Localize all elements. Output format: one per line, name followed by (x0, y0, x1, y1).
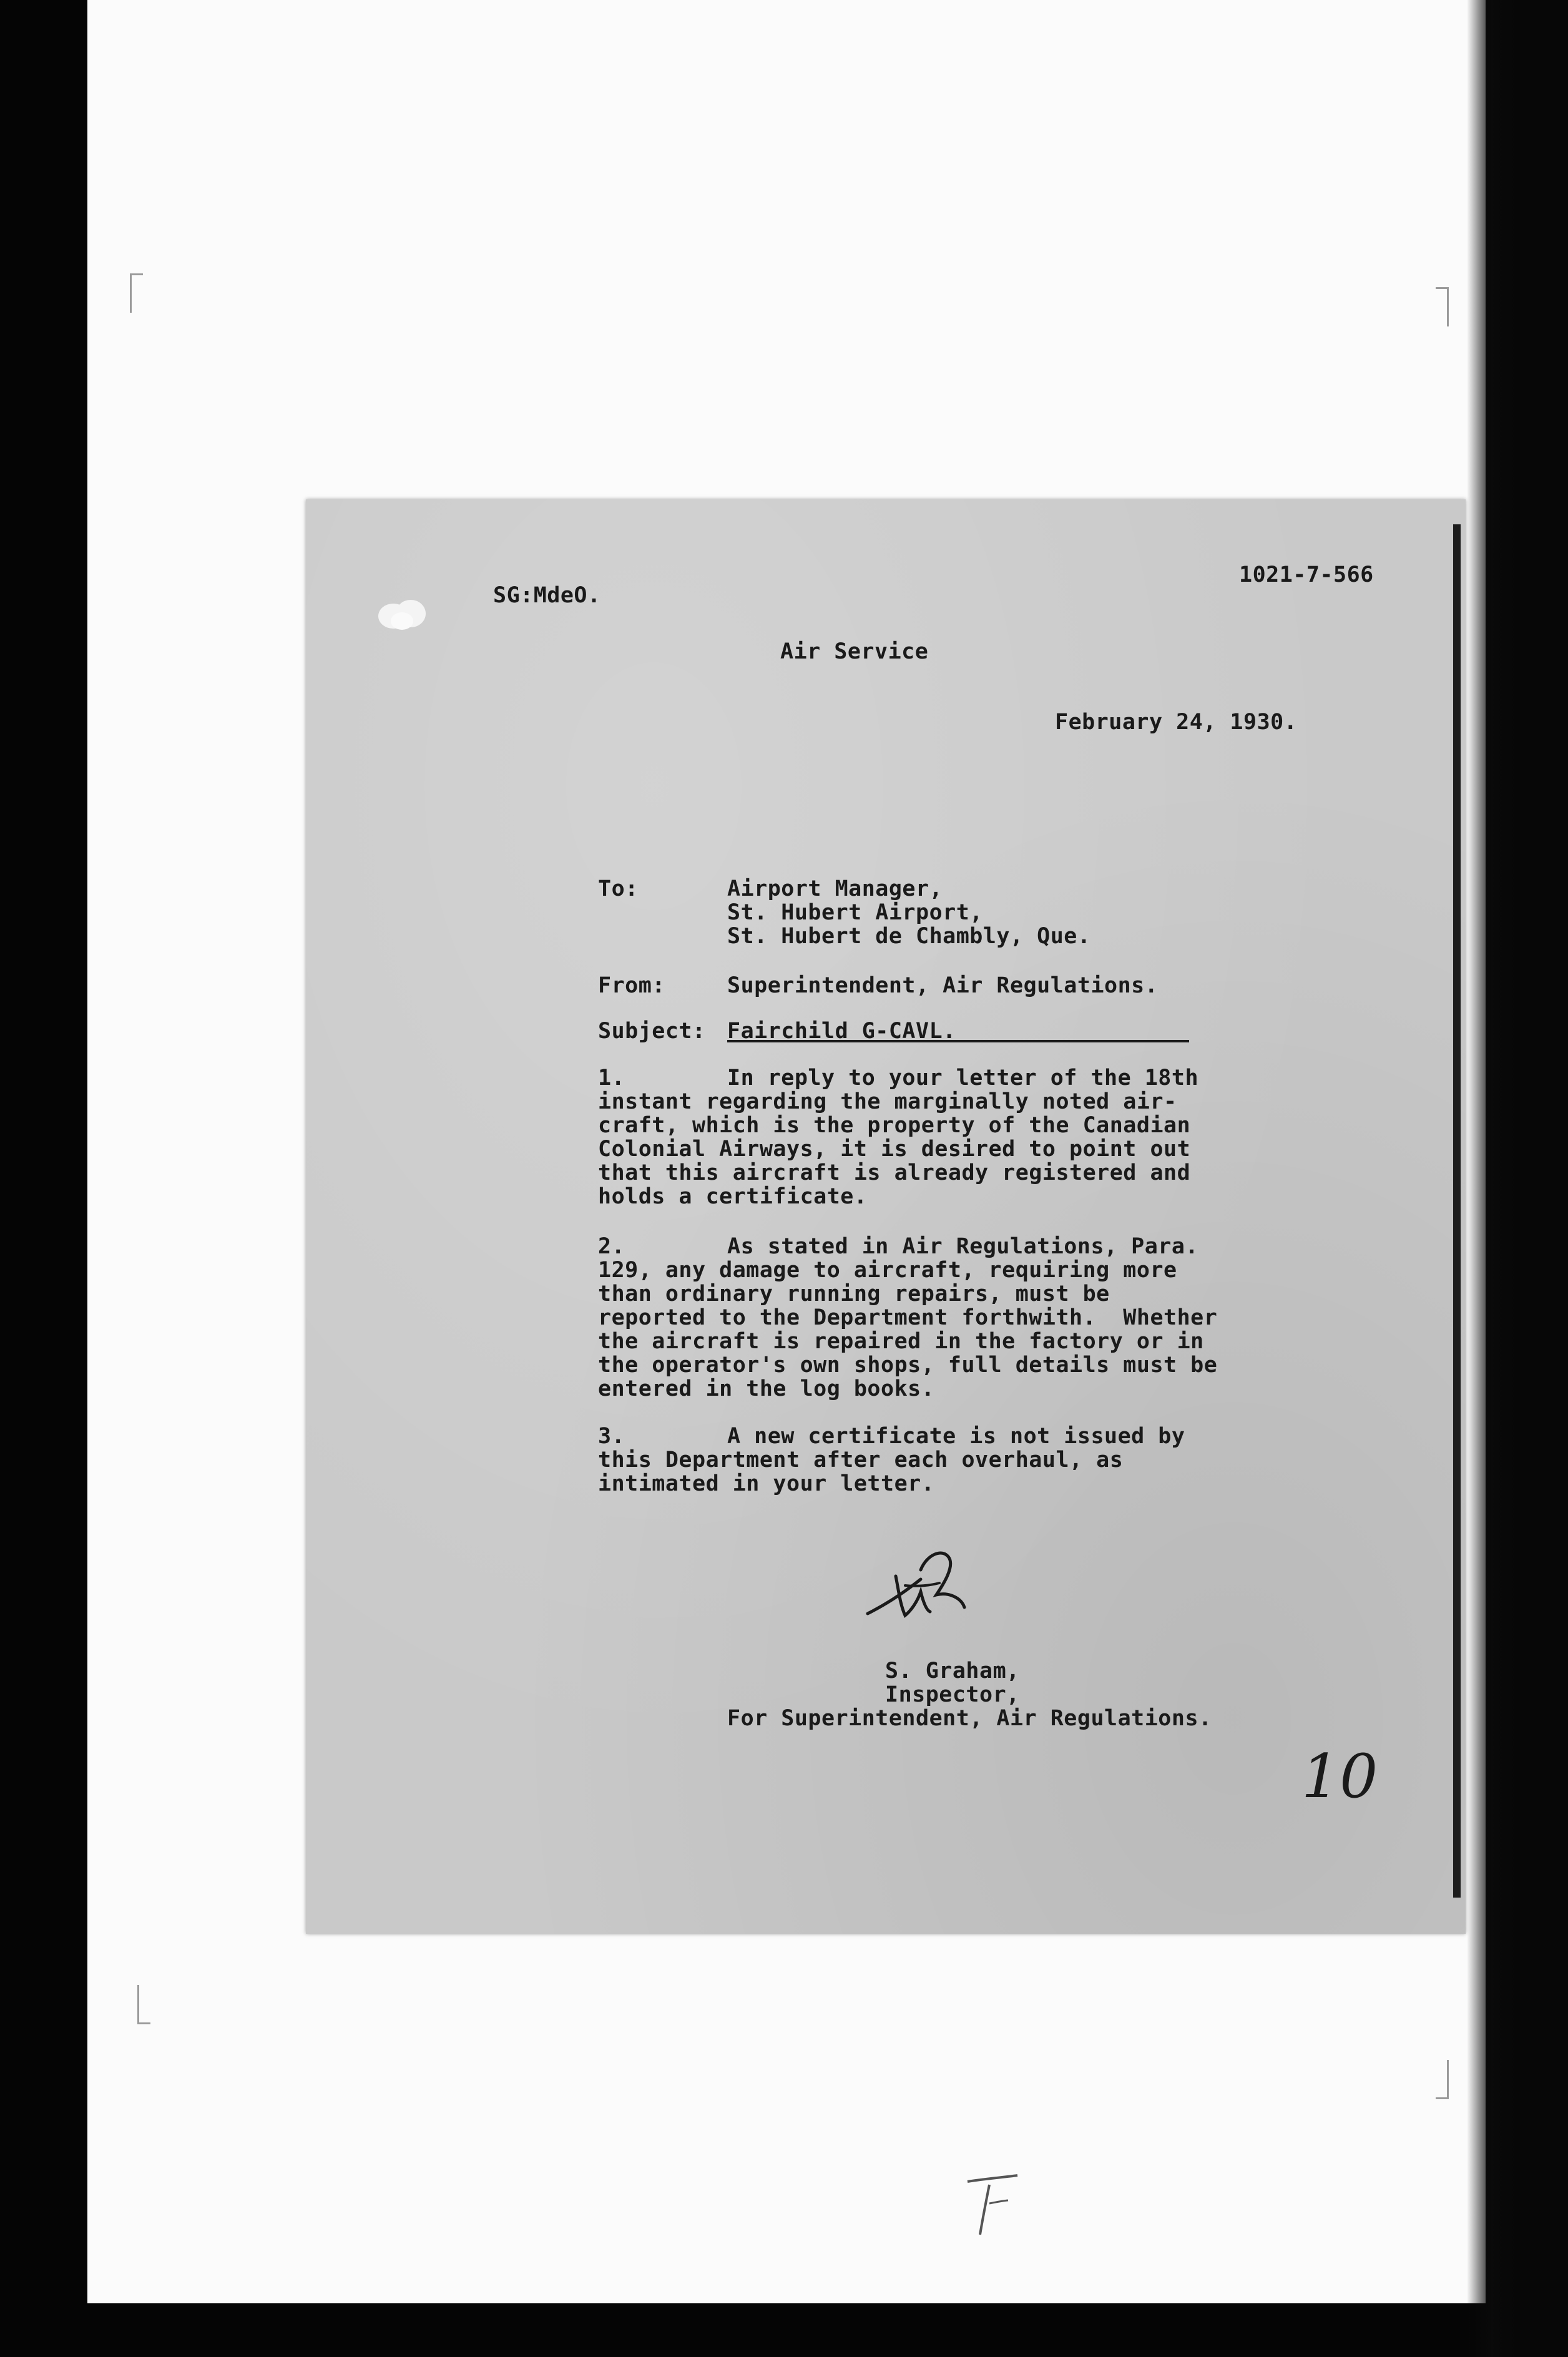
paragraph-3-line: this Department after each overhaul, as (598, 1448, 1124, 1473)
paragraph-2-number: 2. (598, 1234, 625, 1259)
signatory-name: S. Graham, (885, 1659, 1020, 1683)
paragraph-2-line: As stated in Air Regulations, Para. (727, 1234, 1199, 1259)
subject-value: Fairchild G-CAVL. (727, 1019, 956, 1044)
paragraph-3-line: intimated in your letter. (598, 1471, 935, 1496)
paragraph-1-line: holds a certificate. (598, 1184, 868, 1209)
to-line-3: St. Hubert de Chambly, Que. (727, 924, 1091, 949)
punch-hole-icon (375, 596, 431, 634)
paragraph-2-line: reported to the Department forthwith. Whether (598, 1305, 1218, 1330)
signatory-title: Inspector, (885, 1682, 1020, 1707)
to-label: To: (598, 876, 639, 901)
reference-left: SG:MdeO. (493, 583, 601, 608)
signatory-on-behalf: For Superintendent, Air Regulations. (727, 1706, 1212, 1731)
paragraph-1-line: In reply to your letter of the 18th (727, 1066, 1199, 1090)
paragraph-3-line: A new certificate is not issued by (727, 1424, 1185, 1449)
subject-label: Subject: (598, 1019, 706, 1044)
from-label: From: (598, 973, 665, 998)
paragraph-1-number: 1. (598, 1066, 625, 1090)
film-scratch-mark (955, 2172, 1030, 2241)
from-value: Superintendent, Air Regulations. (727, 973, 1159, 998)
department-heading: Air Service (780, 639, 929, 664)
paragraph-1-line: craft, which is the property of the Canadian (598, 1113, 1191, 1138)
paragraph-2-line: 129, any damage to aircraft, requiring more (598, 1258, 1177, 1283)
reference-right: 1021-7-566 (1239, 562, 1374, 587)
paragraph-2-line: than ordinary running repairs, must be (598, 1281, 1110, 1306)
film-edge-shadow (1467, 0, 1568, 2357)
paragraph-2-line: the aircraft is repaired in the factory or in (598, 1329, 1204, 1354)
crop-mark-bottom-left (137, 1985, 150, 2024)
handwritten-initials-signature (861, 1542, 986, 1629)
paragraph-1-line: Colonial Airways, it is desired to point out (598, 1137, 1191, 1162)
crop-mark-bottom-right (1436, 2060, 1449, 2099)
paragraph-2-line: entered in the log books. (598, 1376, 935, 1401)
to-line-1: Airport Manager, (727, 876, 943, 901)
to-line-2: St. Hubert Airport, (727, 900, 983, 925)
letter-date: February 24, 1930. (1055, 710, 1298, 735)
paragraph-3-number: 3. (598, 1424, 625, 1449)
subject-underline (727, 1040, 1189, 1042)
crop-mark-top-right (1436, 287, 1449, 326)
handwritten-page-number: 10 (1301, 1742, 1378, 1811)
paragraph-1-line: that this aircraft is already registered and (598, 1160, 1191, 1185)
crop-mark-top-left (130, 273, 143, 313)
paragraph-2-line: the operator's own shops, full details must be (598, 1353, 1218, 1378)
sheet-edge-shadow (1453, 524, 1461, 1898)
paragraph-1-line: instant regarding the marginally noted air- (598, 1089, 1177, 1114)
